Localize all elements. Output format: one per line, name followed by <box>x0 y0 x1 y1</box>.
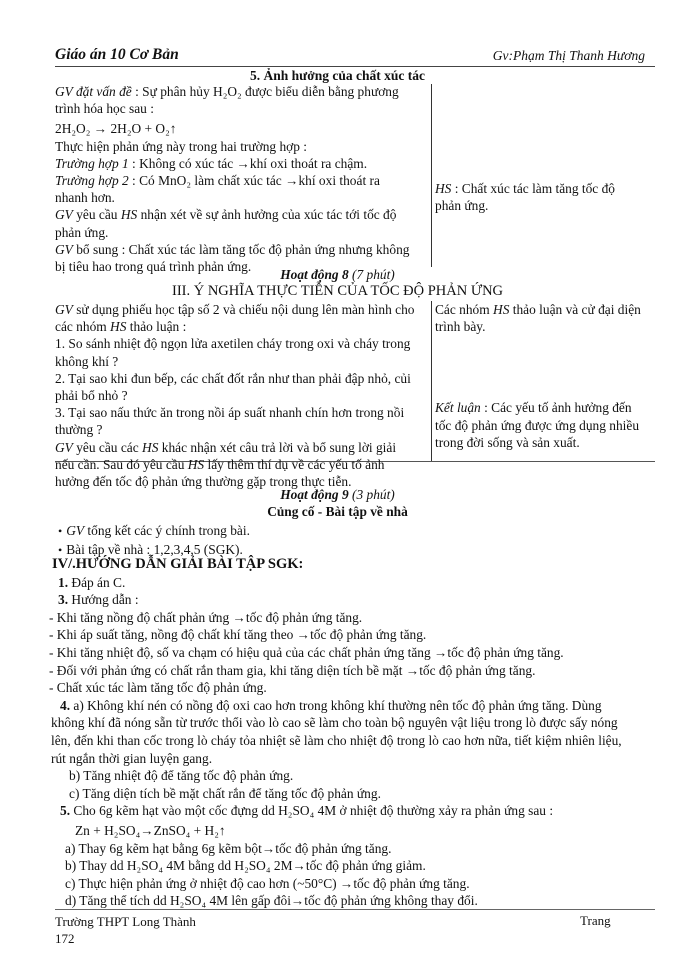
text: Hướng dẫn : <box>68 592 139 608</box>
text: a) Không khí nén có nồng độ oxi cao hơn trong không khí thường nên tốc độ phản ứng tăng. Dùng <box>70 697 602 713</box>
equation: 2H₂O₂ → 2H₂O + O₂↑ <box>55 121 177 137</box>
equation: Zn + H₂SO₄→ZnSO₄ + H₂↑ <box>75 822 226 838</box>
text: c) Tăng diện tích bề mặt chất rắn để tăng tốc độ phản ứng. <box>69 785 381 801</box>
activity-8-title <box>55 267 620 283</box>
text: Bài tập về nhà : 1,2,3,4,5 (SGK). <box>66 541 243 557</box>
school-name: Trường THPT Long Thành <box>55 914 196 929</box>
text: b) Tăng nhiệt độ để tăng tốc độ phản ứng. <box>69 768 294 784</box>
activity-label: Hoạt động 9 <box>280 487 349 502</box>
question: 2. Tại sao khi đun bếp, các chất đốt rắn như than phải đập nhỏ, củi <box>55 370 411 386</box>
text: sử dụng phiếu học tập số 2 và chiếu nội dung lên màn hình cho <box>76 302 415 317</box>
text: lấy thêm thí dụ về các yếu tố ảnh <box>207 456 385 472</box>
text: bổ sung : Chất xúc tác làm tăng tốc độ phản ứng nhưng không <box>76 241 410 257</box>
page-number: 172 <box>55 931 75 946</box>
text: bị tiêu hao trong quá trình phản ứng. <box>55 259 252 275</box>
gv-label: GV <box>55 241 73 257</box>
hs-label: HS <box>435 181 452 196</box>
text: trong đời sống và sản xuất. <box>435 434 580 450</box>
text: không khí đã nóng sẵn từ trước thổi vào lò cao sẽ làm cho toàn bộ nguyên vật liệu trong lò được sấy nóng <box>51 715 618 731</box>
page-header <box>55 46 655 67</box>
list-item: d) Tăng thể tích dd H₂SO₄ 4M lên gấp đôi→tốc độ phản ứng không thay đổi. <box>65 893 478 909</box>
section-iv <box>49 556 675 910</box>
header-author: Gv:Phạm Thị Thanh Hương <box>492 48 645 63</box>
activity-8-left-cell <box>55 301 427 490</box>
text: : Các yếu tố ảnh hưởng đến <box>480 400 632 416</box>
page-footer <box>55 913 196 947</box>
text: Các nhóm <box>435 302 490 317</box>
activity-9-heading: Củng cố - Bài tập về nhà <box>267 504 408 519</box>
text: Cho 6g kẽm hạt vào một cốc đựng dd H₂SO₄ 4M ở nhiệt độ thường xảy ra phản ứng sau : <box>70 803 554 819</box>
text: khác nhận xét câu trả lời và bổ sung lời giải <box>161 439 397 455</box>
activity-9-title <box>55 487 620 503</box>
text: phản ứng. <box>55 224 109 240</box>
text: : Chất xúc tác làm tăng tốc độ <box>451 181 615 196</box>
question-number: 5. <box>60 803 71 819</box>
hs-label: HS <box>120 207 138 223</box>
question: 3. Tại sao nấu thức ăn trong nồi áp suất nhanh chín hơn trong nồi <box>55 405 405 421</box>
text: nhận xét về sự ảnh hưởng của xúc tác tới tốc độ <box>140 207 397 223</box>
text: phải bổ nhỏ ? <box>55 388 128 404</box>
text: : Không có xúc tác →khí oxi thoát ra chậm. <box>128 155 368 171</box>
question-number: 3. <box>58 592 69 608</box>
text: : Có MnO₂ làm chất xúc tác →khí oxi thoát ra <box>128 173 380 189</box>
text: tốc độ phản ứng được ứng dụng nhiều <box>435 417 640 433</box>
hs-label: HS <box>142 439 159 455</box>
activity-time: (7 phút) <box>348 267 395 282</box>
list-item: - Khi tăng nồng độ chất phản ứng →tốc độ phản ứng tăng. <box>49 609 363 625</box>
text: thảo luận và cử đại diện <box>512 302 641 317</box>
gv-label: GV <box>66 523 85 538</box>
gv-label: GV <box>55 439 73 455</box>
question-number: 1. <box>58 574 69 590</box>
list-item: a) Thay 6g kẽm hạt bằng 6g kẽm bột→tốc độ phản ứng tăng. <box>65 840 392 856</box>
text: rút ngắn thời gian luyện gang. <box>51 750 213 766</box>
text: : Sự phân hủy H₂O₂ được biểu diễn bằng phương <box>131 84 399 99</box>
bullet-item <box>55 522 675 541</box>
question: 1. So sánh nhiệt độ ngọn lửa axetilen cháy trong oxi và cháy trong <box>55 336 411 352</box>
text: yêu cầu các <box>76 439 139 455</box>
section-5-title: 5. Ảnh hưởng của chất xúc tác <box>250 68 425 83</box>
text: không khí ? <box>55 353 119 369</box>
text: trình hóa học sau : <box>55 101 154 117</box>
activity-8-heading: III. Ý NGHĨA THỰC TIỄN CỦA TỐC ĐỘ PHẢN ỨNG <box>171 283 504 299</box>
list-item: - Khi áp suất tăng, nồng độ chất khí tăng theo →tốc độ phản ứng tăng. <box>49 627 427 643</box>
text: Đáp án C. <box>68 574 126 590</box>
section-5-left-cell <box>55 83 427 275</box>
text: lên, đến khi than cốc trong lò cháy tỏa nhiệt sẽ làm cho nhiệt độ trong lò cao hơn nữa, tiết kiệm nhiên liệu, <box>51 732 622 748</box>
section-5-right-cell <box>435 180 655 214</box>
hs-label: HS <box>187 456 205 472</box>
activity-label: Hoạt động 8 <box>280 267 349 282</box>
text: phản ứng. <box>435 198 489 214</box>
conclusion-label: Kết luận <box>435 400 481 416</box>
page-label: Trang <box>580 913 611 928</box>
list-item: - Khi tăng nhiệt độ, số va chạm có hiệu quả của các chất phản ứng tăng →tốc độ phản ứng tăng. <box>49 644 564 660</box>
activity-9-bullets <box>55 522 675 559</box>
hs-label: HS <box>493 302 510 317</box>
gv-label: GV <box>55 207 73 223</box>
text: hưởng đến tốc độ phản ứng thường gặp trong thực tiễn. <box>55 474 352 490</box>
text: yêu cầu <box>76 207 118 223</box>
text: các nhóm <box>55 319 107 335</box>
list-item: c) Thực hiện phản ứng ở nhiệt độ cao hơn (~50°C) →tốc độ phản ứng tăng. <box>65 875 470 891</box>
activity-8-right-cell <box>435 301 655 451</box>
text: tổng kết các ý chính trong bài. <box>87 523 250 538</box>
table-divider <box>431 84 432 267</box>
list-item: - Đối với phản ứng có chất rắn tham gia, khi tăng diện tích bề mặt →tốc độ phản ứng tăng. <box>49 662 536 678</box>
hs-label: HS <box>110 319 127 335</box>
text: thảo luận : <box>129 319 187 335</box>
text: trình bày. <box>435 319 486 335</box>
activity-time: (3 phút) <box>348 487 395 502</box>
text: nhanh hơn. <box>55 190 115 206</box>
text: Thực hiện phản ứng này trong hai trường hợp : <box>55 138 307 154</box>
list-item: - Chất xúc tác làm tăng tốc độ phản ứng. <box>49 680 267 696</box>
case-label: Trường hợp 1 <box>55 155 129 171</box>
section-iv-heading: IV/.HƯỚNG DẪN GIẢI BÀI TẬP SGK: <box>52 556 304 572</box>
footer-divider <box>55 909 655 910</box>
case-label: Trường hợp 2 <box>55 173 129 189</box>
header-title: Giáo án 10 Cơ Bản <box>55 46 179 63</box>
text: nếu cần. Sau đó yêu cầu <box>55 456 185 472</box>
table-divider <box>431 301 432 461</box>
gv-label: GV đặt vấn đề <box>55 84 132 99</box>
gv-label: GV <box>55 302 73 317</box>
text: thường ? <box>55 422 103 438</box>
question-number: 4. <box>60 697 71 713</box>
list-item: b) Thay dd H₂SO₄ 4M bằng dd H₂SO₄ 2M→tốc độ phản ứng giảm. <box>65 858 426 874</box>
